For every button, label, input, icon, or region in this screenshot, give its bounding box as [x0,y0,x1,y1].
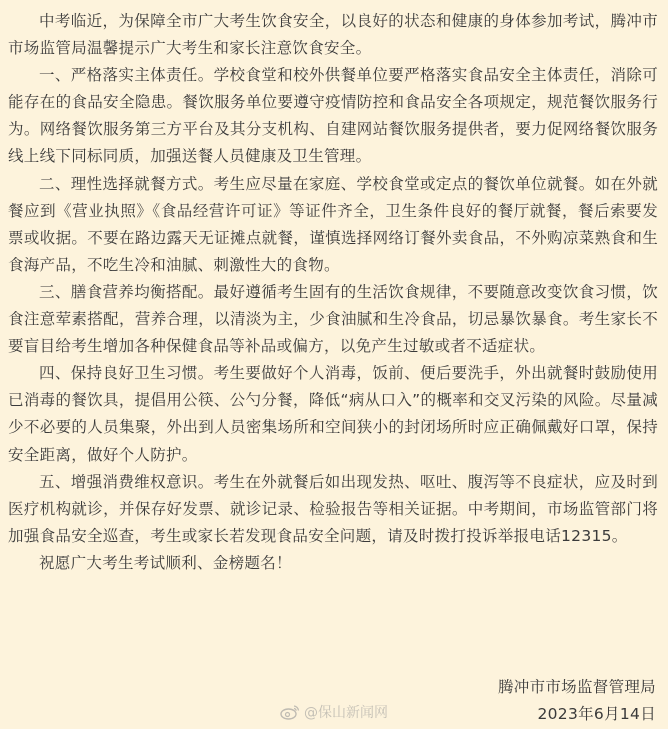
signature-organization: 腾冲市市场监督管理局 [497,678,656,696]
weibo-icon [280,704,300,720]
paragraph-hygiene: 四、保持良好卫生习惯。考生要做好个人消毒，饭前、便后要洗手，外出就餐时鼓励使用已消毒的餐饮具，提倡用公筷、公勺分餐，降低“病从口入”的概率和交叉污染的风险。尽量减少不必要的人员集聚，外出到人员密集场所和空间狭小的封闭场所时应正确佩戴好口罩，保持安全距离，做好个人防护。 [8,364,658,464]
closing-wish: 祝愿广大考生考试顺利、金榜题名！ [39,553,292,572]
document-body [8,8,658,577]
paragraph-nutrition: 三、膳食营养均衡搭配。最好遵循考生固有的生活饮食规律，不要随意改变饮食习惯，饮食注意荤素搭配，营养合理，以清淡为主，少食油腻和生冷食品，切忌暴饮暴食。考生家长不要盲目给考生增加各种保健食品等补品或偏方，以免产生过敏或者不适症状。 [8,282,658,356]
watermark-text: @保山新闻网 [304,705,388,721]
paragraph-dining-choice: 二、理性选择就餐方式。考生应尽量在家庭、学校食堂或定点的餐饮单位就餐。如在外就餐应到《营业执照》《食品经营许可证》等证件齐全，卫生条件良好的餐厅就餐，餐后索要发票或收据。不要在路边露天无证摊点就餐，谨慎选择网络订餐外卖食品，不外购凉菜熟食和生食海产品，不吃生冷和油腻、刺激性大的食物。 [8,174,658,274]
watermark [280,700,388,724]
paragraph-consumer-rights: 五、增强消费维权意识。考生在外就餐后如出现发热、呕吐、腹泻等不良症状，应及时到医疗机构就诊，并保存好发票、就诊记录、检验报告等相关证据。中考期间，市场监管部门将加强食品安全巡查，考生或家长若发现食品安全问题，请及时拨打投诉举报电话12315。 [8,472,658,545]
signature-date: 2023年6月14日 [537,705,656,723]
signature-block [498,674,656,728]
paragraph-responsibility: 一、严格落实主体责任。学校食堂和校外供餐单位要严格落实食品安全主体责任，消除可能存在的食品安全隐患。餐饮服务单位要遵守疫情防控和食品安全各项规定，规范餐饮服务行为。网络餐饮服务第三方平台及其分支机构、自建网站餐饮服务提供者，要力促网络餐饮服务线上线下同标同质，加强送餐人员健康及卫生管理。 [8,66,658,166]
intro-paragraph: 中考临近，为保障全市广大考生饮食安全，以良好的状态和健康的身体参加考试，腾冲市市场监管局温馨提示广大考生和家长注意饮食安全。 [8,12,658,58]
